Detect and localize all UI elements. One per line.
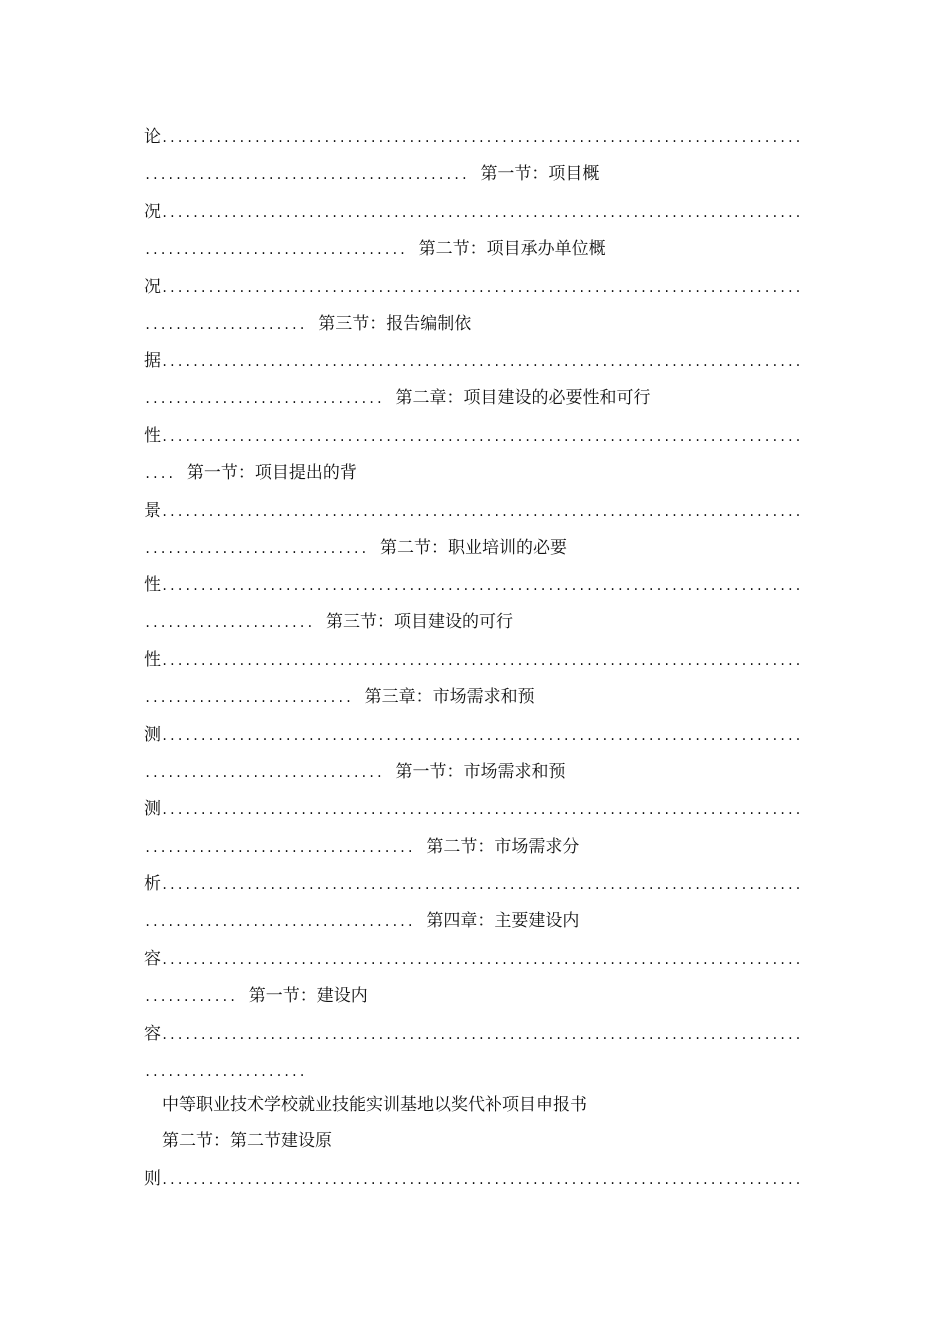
toc-line <box>144 235 809 263</box>
toc-text: 容 <box>144 1024 161 1044</box>
toc-line <box>144 571 809 599</box>
toc-text: 性 <box>144 575 161 595</box>
toc-entry-title: 第二节：职业培训的必要 <box>380 538 568 558</box>
toc-line <box>144 833 809 861</box>
toc-text: 性 <box>144 426 161 446</box>
toc-leader-dots: ................................... <box>144 915 415 929</box>
toc-leader-dots: ................................... <box>144 841 415 855</box>
toc-leader-dots: .................................. <box>144 243 407 257</box>
toc-leader-dots: ............ <box>144 990 237 1004</box>
toc-line <box>144 945 809 973</box>
toc-leader-dots: ................................................................................... <box>161 1173 803 1187</box>
running-header: 中等职业技术学校就业技能实训基地以奖代补项目申报书 <box>162 1095 587 1115</box>
toc-leader-dots: ................................................................................... <box>161 953 803 967</box>
toc-leader-dots: ................................................................................... <box>161 729 803 743</box>
toc-entry-title: 第一节：市场需求和预 <box>395 762 566 782</box>
toc-entry-title: 第三章：市场需求和预 <box>364 687 535 707</box>
toc-line <box>144 1020 809 1048</box>
toc-line <box>144 310 809 338</box>
toc-line <box>144 646 809 674</box>
toc-line <box>144 1057 809 1085</box>
toc-leader-dots: ...................... <box>144 616 314 630</box>
toc-text: 况 <box>144 202 161 222</box>
toc-leader-dots: ........................... <box>144 691 353 705</box>
toc-leader-dots: ................................................................................... <box>161 579 803 593</box>
toc-leader-dots: ................................................................................... <box>161 131 803 145</box>
toc-text: 况 <box>144 277 161 297</box>
toc-leader-dots: .... <box>144 467 175 481</box>
toc-entry-title: 第一节：项目提出的背 <box>186 463 357 483</box>
toc-text: 析 <box>144 874 161 894</box>
toc-line <box>144 273 809 301</box>
toc-text: 测 <box>144 725 161 745</box>
toc-line <box>144 459 809 487</box>
toc-line <box>144 683 809 711</box>
toc-line <box>144 123 809 151</box>
toc-text: 性 <box>144 650 161 670</box>
toc-line <box>144 384 809 412</box>
toc-line <box>144 870 809 898</box>
toc-entry-title: 第二章：项目建设的必要性和可行 <box>395 388 651 408</box>
toc-entry-title: 第二节：市场需求分 <box>426 837 580 857</box>
toc-line <box>144 758 809 786</box>
toc-leader-dots: ..................... <box>144 1065 307 1079</box>
toc-line <box>144 160 809 188</box>
toc-line <box>144 1165 809 1193</box>
toc-leader-dots: ................................................................................... <box>161 355 803 369</box>
toc-leader-dots: ................................................................................... <box>161 281 803 295</box>
toc-line <box>144 982 809 1010</box>
toc-leader-dots: ................................................................................... <box>161 505 803 519</box>
toc-leader-dots: ..................... <box>144 318 307 332</box>
toc-leader-dots: ................................................................................... <box>161 803 803 817</box>
toc-entry-title: 第四章：主要建设内 <box>426 911 580 931</box>
toc-line <box>144 608 809 636</box>
toc-line <box>144 721 809 749</box>
toc-leader-dots: ............................... <box>144 766 384 780</box>
toc-text: 据 <box>144 351 161 371</box>
toc-leader-dots: ............................... <box>144 392 384 406</box>
toc-entry-title: 第二节：项目承办单位概 <box>418 239 606 259</box>
toc-line <box>144 907 809 935</box>
toc-entry-title: 第一节：项目概 <box>480 164 600 184</box>
toc-entry-title: 第一节：建设内 <box>248 986 368 1006</box>
toc-leader-dots: ................................................................................... <box>161 878 803 892</box>
toc-line <box>144 422 809 450</box>
toc-leader-dots: ................................................................................... <box>161 654 803 668</box>
toc-text: 则 <box>144 1169 161 1189</box>
toc-line <box>144 795 809 823</box>
toc-entry-title: 第三节：报告编制依 <box>318 314 472 334</box>
toc-leader-dots: ............................. <box>144 542 369 556</box>
toc-leader-dots: ................................................................................... <box>161 430 803 444</box>
toc-leader-dots: ................................................................................... <box>161 1028 803 1042</box>
toc-leader-dots: ................................................................................... <box>161 206 803 220</box>
toc-line <box>144 534 809 562</box>
toc-line <box>144 198 809 226</box>
toc-text: 论 <box>144 127 161 147</box>
toc-entry-title: 第三节：项目建设的可行 <box>325 612 513 632</box>
toc-text: 容 <box>144 949 161 969</box>
toc-text: 测 <box>144 799 161 819</box>
toc-leader-dots: .......................................... <box>144 168 469 182</box>
toc-text: 景 <box>144 501 161 521</box>
toc-line <box>144 497 809 525</box>
toc-line <box>144 347 809 375</box>
toc-entry-title: 第二节：第二节建设原 <box>162 1131 332 1151</box>
